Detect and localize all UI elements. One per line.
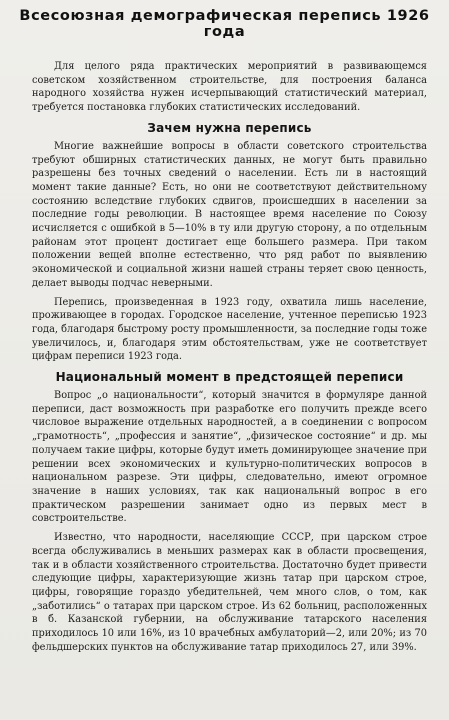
section2-paragraph-2: Известно, что народности, населяющие СССР, при царском строе всегда обслуживались в меньших размерах как в области просвещения, так и в области хозяйственного строительства. Достаточно будет привести следующие цифры, характеризующие жизнь татар при царском строе, цифры, говорящие гораздо убедительней, чем много слов, о том, как „заботились“ о татарах при царском строе. Из 62 больниц, расположенных в б. Казанской губернии, на обслуживание татарского населения приходилось 10 или 16%, из 10 врачебных амбулаторий—2, или 20%; из 70 фельдшерских пунктов на обслуживание татар приходилось 27, или 39%. [32,532,427,653]
document-body [32,60,427,659]
section1-paragraph-1: Многие важнейшие вопросы в области советского строительства требуют обширных статистических данных, не могут быть правильно разрешены без точных сведений о населении. Есть ли в настоящий момент такие данные? Есть, но они не соответствуют действительному состоянию вследствие глубоких сдвигов, происшедших в населении за последние годы революции. В настоящее время население по Союзу исчисляется с ошибкой в 5—10% в ту или другую сторону, а по отдельным районам этот процент достигает еще большего размера. При таком положении вещей вполне естественно, что ряд работ по выявлению экономической и социальной жизни нашей страны теряет свою ценность, делает выводы подчас неверными. [32,140,427,289]
section2-paragraph-1: Вопрос „о национальности“, который значится в формуляре данной переписи, даст возможность при разработке его получить прежде всего числовое выражение отдельных народностей, а в соединении с вопросом „грамотность“, „профессия и занятие“, „физическое состояние“ и др. мы получаем такие цифры, которые будут иметь доминирующее значение при решении всех экономических и культурно-политических вопросов в национальном разрезе. Эти цифры, следовательно, имеют огромное значение в наших условиях, так как национальный вопрос в его практическом разрешении занимает одно из первых мест в совстроительстве. [32,390,427,525]
section-heading-why-census: Зачем нужна перепись [147,120,312,135]
section-heading-national-moment: Национальный момент в предстоящей переписи [55,370,404,385]
intro-paragraph: Для целого ряда практических мероприятий в развивающемся советском хозяйственном строительстве, для построения баланса народного хозяйства нужен исчерпывающий статистический материал, требуется постановка глубоких статистических исследований. [32,61,427,114]
section1-paragraph-2: Перепись, произведенная в 1923 году, охватила лишь население, проживающее в городах. Городское население, учтенное переписью 1923 года, благодаря быстрому росту промышленности, за последние годы тоже увеличилось, и, благодаря этим обстоятельствам, уже не соответствует цифрам переписи 1923 года. [32,296,427,363]
document-title: Всесоюзная демографическая перепись 1926 года [19,8,430,40]
